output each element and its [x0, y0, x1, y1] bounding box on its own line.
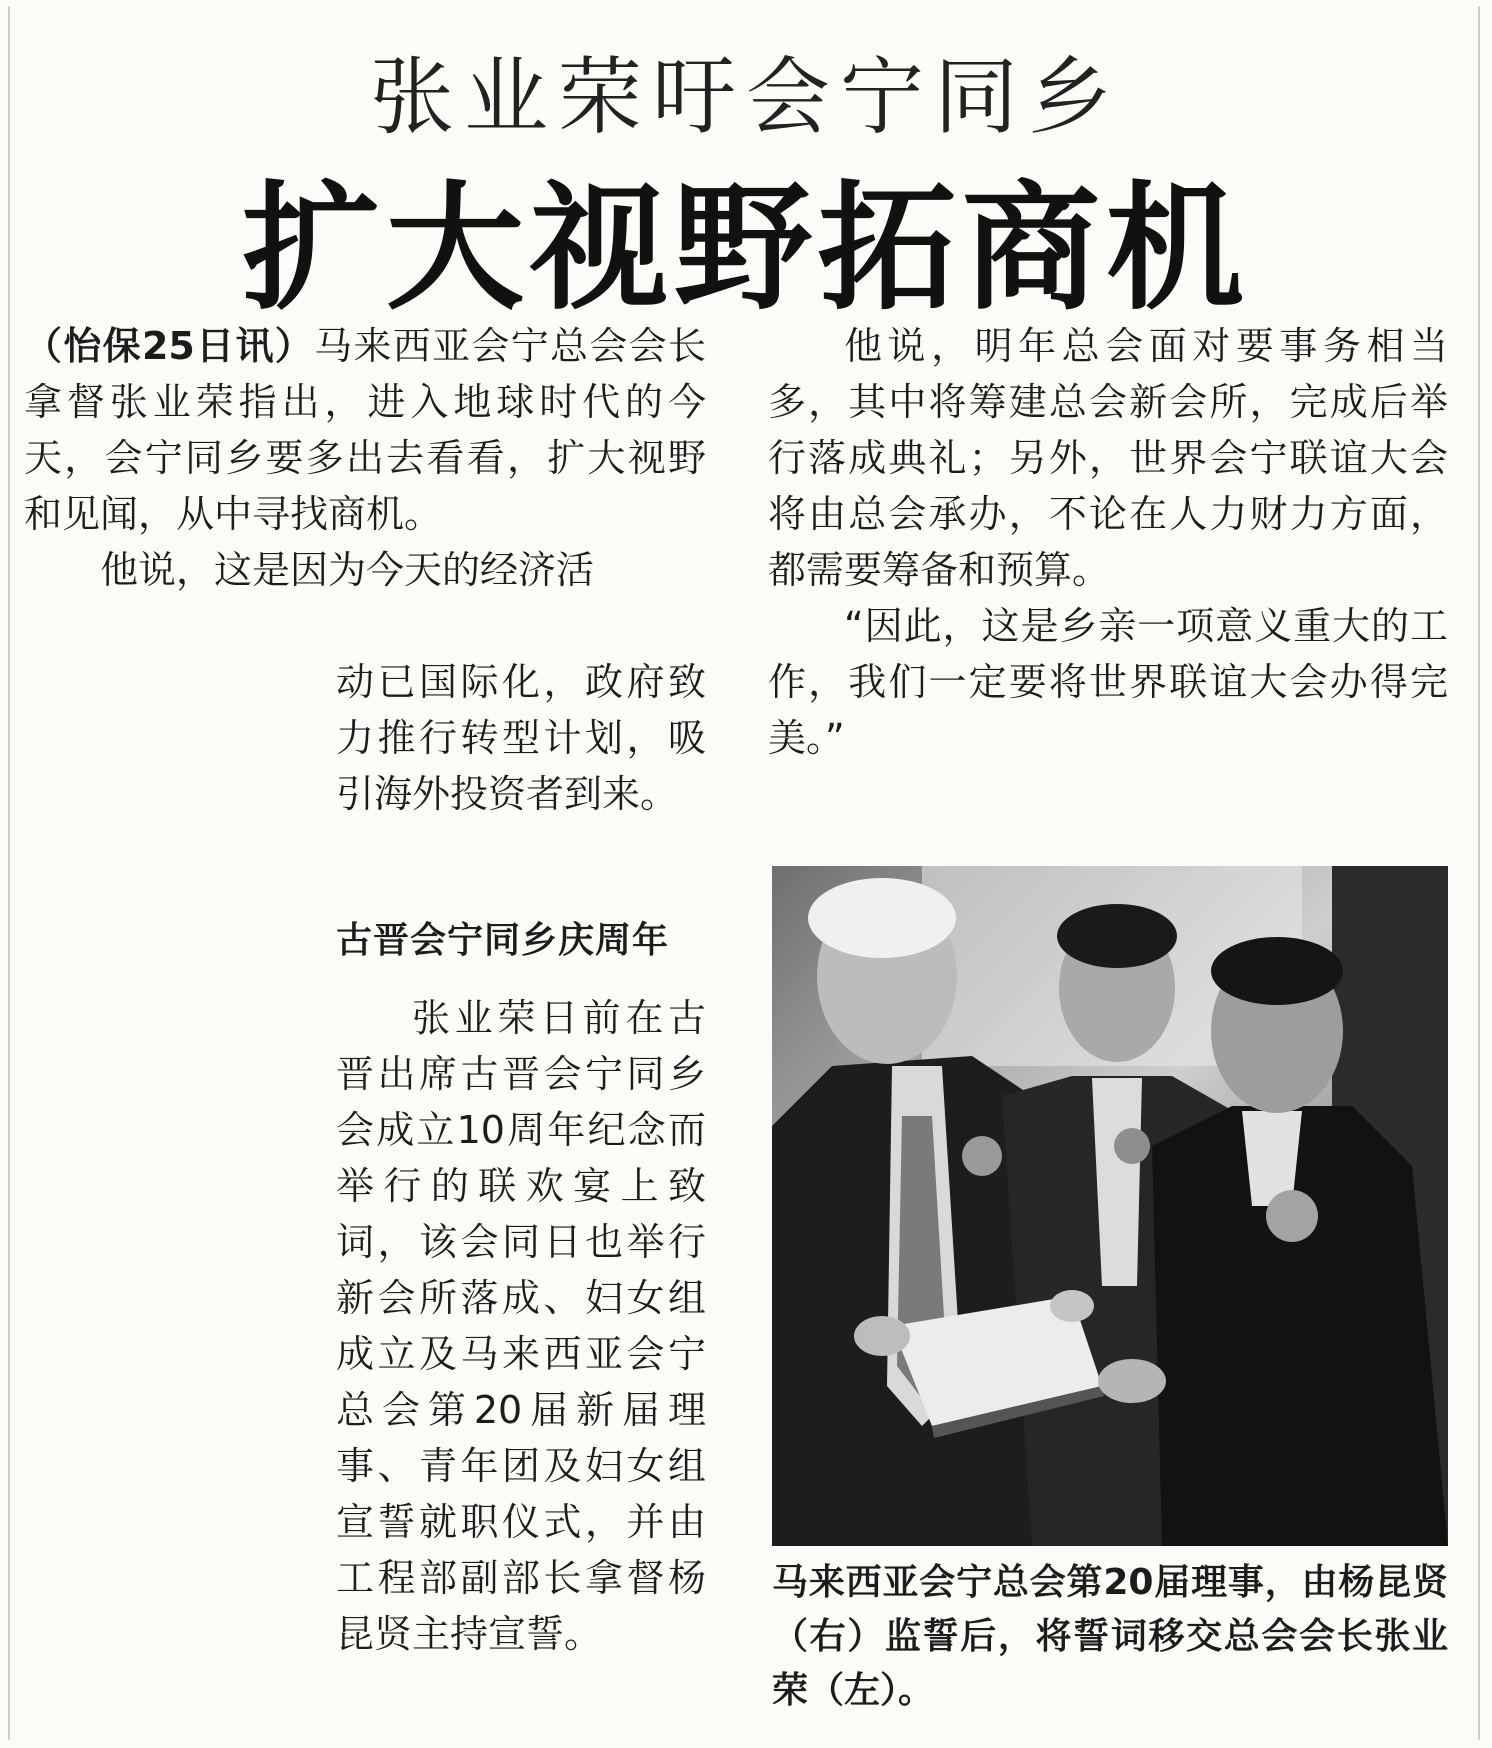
- right-paragraph-1: 他说，明年总会面对要事务相当多，其中将筹建总会新会所，完成后举行落成典礼；另外，世界会宁联谊大会将由总会承办，不论在人力财力方面，都需要筹备和预算。: [768, 324, 1448, 592]
- paragraph-2-start: 他说，这是因为今天的经济活: [100, 548, 595, 592]
- right-paragraph-2: “因此，这是乡亲一项意义重大的工作，我们一定要将世界联谊大会办得完美。”: [768, 604, 1448, 760]
- narrow-column-1: [336, 654, 706, 822]
- paragraph-3: 张业荣日前在古晋出席古晋会宁同乡会成立10周年纪念而举行的联欢宴上致词，该会同日也举行新会所落成、妇女组成立及马来西亚会宁总会第20届新届理事、青年团及妇女组宣誓就职仪式，并由工程部副部长拿督杨昆贤主持宣誓。: [336, 996, 706, 1656]
- photo-illustration: [772, 866, 1448, 1546]
- article-subtitle: 张业荣吁会宁同乡: [369, 48, 1122, 146]
- right-column: [768, 318, 1448, 766]
- article-headline: 扩大视野拓商机: [241, 166, 1250, 329]
- lead-paragraph: [24, 318, 706, 542]
- dateline: （怡保25日讯）: [24, 324, 315, 368]
- lead-column: [24, 318, 706, 598]
- news-photo: [772, 866, 1448, 1546]
- section-subheading: 古晋会宁同乡庆周年: [336, 920, 670, 961]
- photo-caption: 马来西亚会宁总会第20届理事，由杨昆贤（右）监誓后，将誓词移交总会会长张业荣（左）。: [772, 1562, 1448, 1711]
- lead-text: 马来西亚会宁总会会长拿督张业荣指出，进入地球时代的今天，会宁同乡要多出去看看，扩大视野和见闻，从中寻找商机。: [24, 324, 706, 536]
- paragraph-2-rest: 动已国际化，政府致力推行转型计划，吸引海外投资者到来。: [336, 660, 706, 816]
- narrow-column-2: [336, 990, 706, 1662]
